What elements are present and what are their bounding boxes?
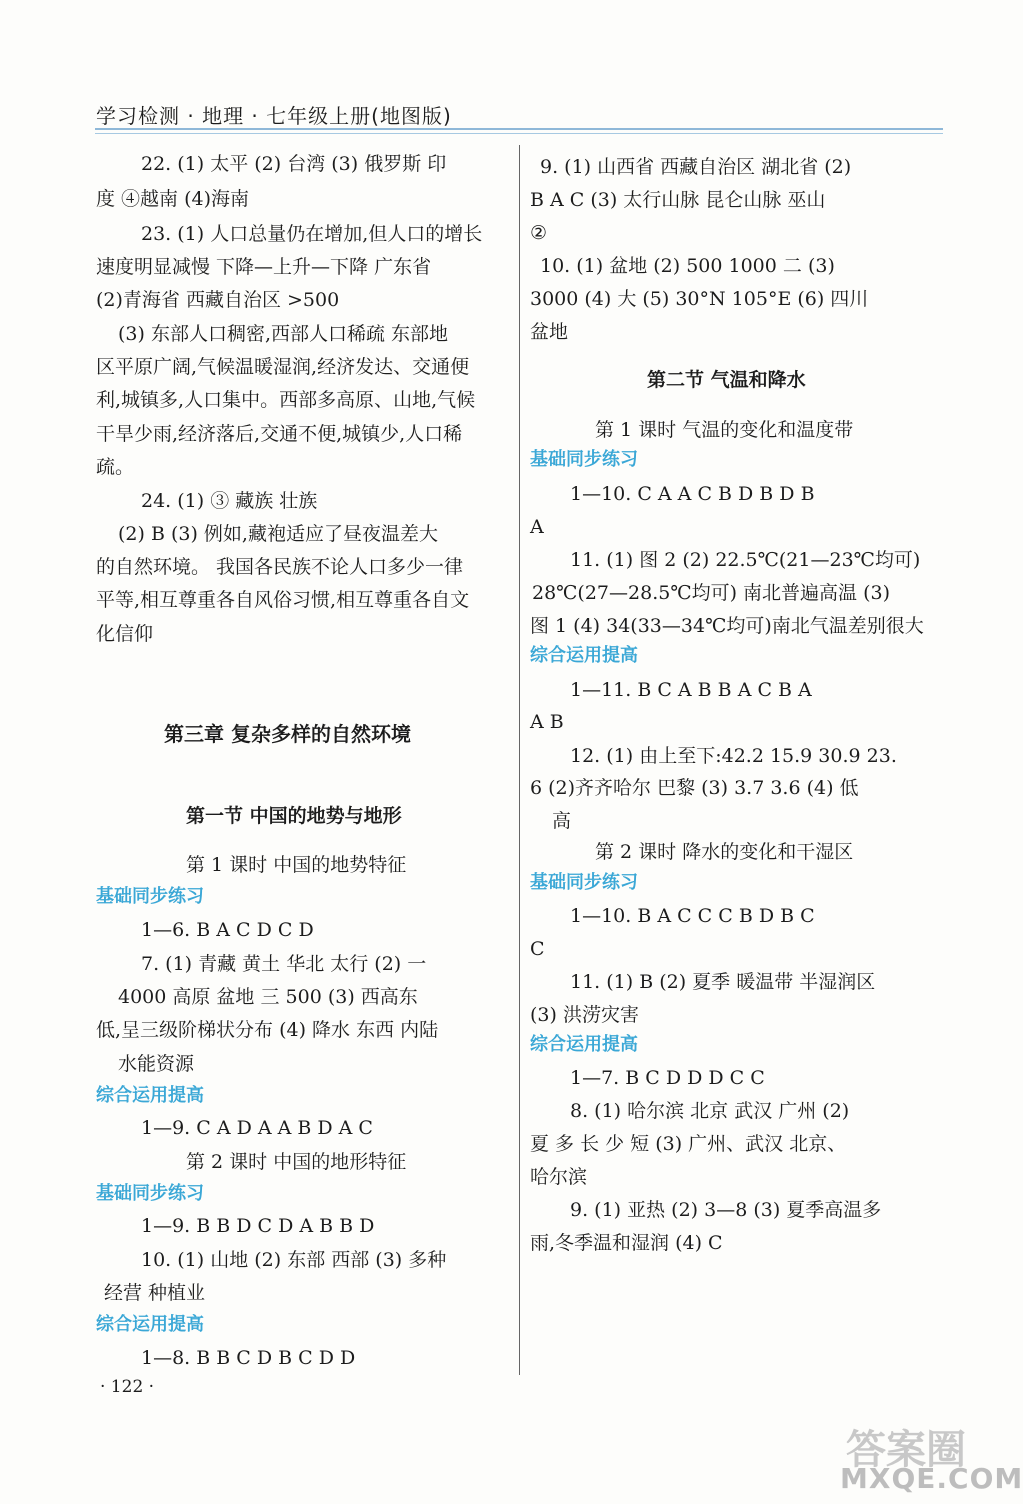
answer-line: 24. (1) ③ 藏族 壮族 [141, 490, 318, 512]
answer-line: 12. (1) 由上至下:42.2 15.9 30.9 23. [570, 745, 897, 767]
lesson-title: 第 2 课时 中国的地形特征 [186, 1151, 407, 1173]
answer-line: B A C (3) 太行山脉 昆仑山脉 巫山 [530, 189, 826, 211]
answer-line: 平等,相互尊重各自风俗习惯,相互尊重各自文 [96, 589, 470, 611]
answer-line: 区平原广阔,气候温暖湿润,经济发达、交通便 [96, 356, 470, 378]
page-number: · 122 · [100, 1377, 155, 1397]
answer-line: C [530, 938, 545, 960]
header-rule [95, 128, 943, 130]
column-divider [519, 145, 520, 1375]
answer-line: 1—10. C A A C B D B D B [570, 483, 815, 505]
chapter-title: 第三章 复杂多样的自然环境 [164, 722, 411, 746]
answer-line: 的自然环境。 我国各民族不论人口多少一律 [96, 556, 464, 578]
subsection-label: 基础同步练习 [530, 872, 638, 893]
section-title: 第一节 中国的地势与地形 [186, 805, 402, 827]
answer-line: 11. (1) 图 2 (2) 22.5℃(21—23℃均可) [570, 549, 921, 571]
answer-line: 盆地 [530, 321, 569, 343]
answer-line: 经营 种植业 [104, 1282, 206, 1304]
answer-line: A B [530, 711, 564, 733]
answer-line: 6 (2)齐齐哈尔 巴黎 (3) 3.7 3.6 (4) 低 [530, 777, 859, 799]
watermark-site: MXQE.COM [840, 1462, 1023, 1495]
section-title: 第二节 气温和降水 [647, 369, 806, 391]
answer-line: 图 1 (4) 34(33—34℃均可)南北气温差别很大 [530, 615, 924, 637]
answer-line: 10. (1) 盆地 (2) 500 1000 二 (3) [540, 255, 835, 277]
answer-line: 1—7. B C D D D C C [570, 1067, 765, 1089]
answer-line: 8. (1) 哈尔滨 北京 武汉 广州 (2) [570, 1100, 850, 1122]
subsection-label: 综合运用提高 [96, 1314, 204, 1335]
answer-line: 化信仰 [96, 623, 154, 645]
answer-line: (3) 洪涝灾害 [530, 1004, 639, 1026]
answer-line: 干旱少雨,经济落后,交通不便,城镇少,人口稀 [96, 423, 463, 445]
answer-line: 1—6. B A C D C D [141, 919, 314, 941]
answer-line: 低,呈三级阶梯状分布 (4) 降水 东西 内陆 [96, 1019, 439, 1041]
answer-line: 利,城镇多,人口集中。西部多高原、山地,气候 [96, 389, 476, 411]
answer-line: 疏。 [96, 456, 135, 478]
answer-line: 1—9. C A D A A B D A C [141, 1117, 373, 1139]
answer-line: 1—9. B B D C D A B B D [141, 1215, 375, 1237]
subsection-label: 基础同步练习 [530, 449, 638, 470]
lesson-title: 第 1 课时 中国的地势特征 [186, 854, 407, 876]
answer-line: 速度明显减慢 下降—上升—下降 广东省 [96, 256, 432, 278]
answer-line: 3000 (4) 大 (5) 30°N 105°E (6) 四川 [530, 288, 869, 310]
answer-line: (2)青海省 西藏自治区 >500 [96, 289, 340, 311]
running-header: 学习检测 · 地理 · 七年级上册(地图版) [96, 104, 452, 128]
answer-line: 雨,冬季温和湿润 (4) C [530, 1232, 723, 1254]
header-rule-thin [95, 133, 943, 134]
subsection-label: 综合运用提高 [530, 1034, 638, 1055]
answer-line: 9. (1) 山西省 西藏自治区 湖北省 (2) [540, 156, 852, 178]
answer-line: ② [530, 222, 548, 244]
answer-line: 1—10. B A C C C B D B C [570, 905, 815, 927]
answer-line: 高 [552, 810, 572, 832]
answer-line: 23. (1) 人口总量仍在增加,但人口的增长 [141, 223, 483, 245]
answer-line: (2) B (3) 例如,藏袍适应了昼夜温差大 [118, 523, 438, 545]
subsection-label: 综合运用提高 [96, 1085, 204, 1106]
answer-line: 7. (1) 青藏 黄土 华北 太行 (2) 一 [141, 953, 427, 975]
watermark [840, 1418, 1023, 1498]
answer-line: 11. (1) B (2) 夏季 暖温带 半湿润区 [570, 971, 876, 993]
answer-line: 夏 多 长 少 短 (3) 广州、武汉 北京、 [530, 1133, 847, 1155]
watermark-logo: 答案圈 [846, 1427, 966, 1473]
answer-line: 4000 高原 盆地 三 500 (3) 西高东 [118, 986, 418, 1008]
answer-line: 28℃(27—28.5℃均可) 南北普遍高温 (3) [532, 582, 890, 604]
subsection-label: 综合运用提高 [530, 645, 638, 666]
answer-line: 哈尔滨 [530, 1166, 588, 1188]
answer-line: 9. (1) 亚热 (2) 3—8 (3) 夏季高温多 [570, 1199, 882, 1221]
answer-line: A [530, 516, 544, 538]
subsection-label: 基础同步练习 [96, 886, 204, 907]
answer-line: (3) 东部人口稠密,西部人口稀疏 东部地 [118, 323, 449, 345]
answer-line: 度 ④越南 (4)海南 [96, 188, 249, 210]
answer-line: 1—8. B B C D B C D D [141, 1347, 356, 1369]
lesson-title: 第 1 课时 气温的变化和温度带 [595, 419, 854, 441]
subsection-label: 基础同步练习 [96, 1183, 204, 1204]
answer-line: 水能资源 [118, 1053, 195, 1075]
answer-line: 10. (1) 山地 (2) 东部 西部 (3) 多种 [141, 1249, 447, 1271]
lesson-title: 第 2 课时 降水的变化和干湿区 [595, 841, 854, 863]
answer-line: 22. (1) 太平 (2) 台湾 (3) 俄罗斯 印 [141, 153, 447, 175]
answer-line: 1—11. B C A B B A C B A [570, 679, 812, 701]
